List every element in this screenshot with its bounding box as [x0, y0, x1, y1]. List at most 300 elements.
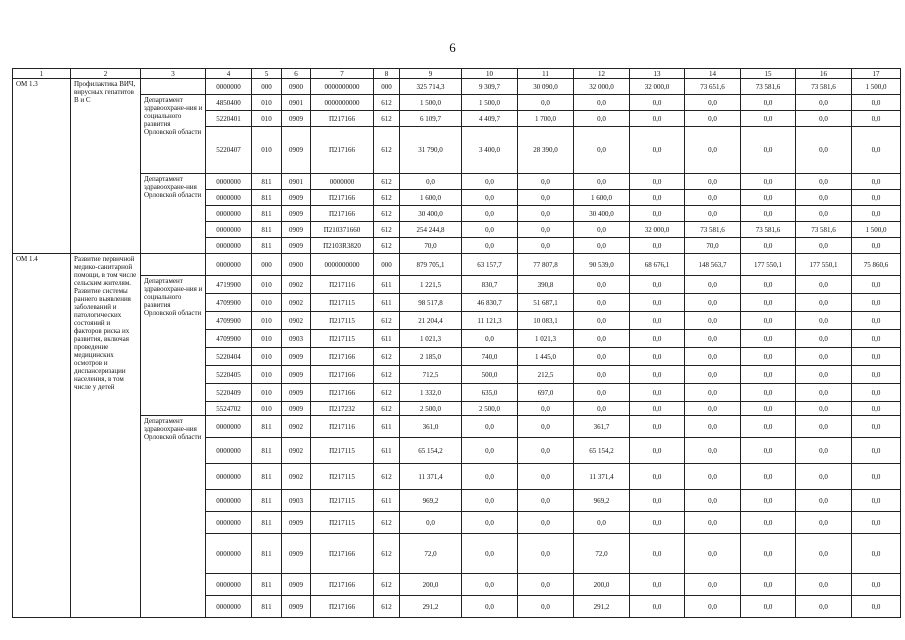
data-cell: 0,0: [741, 438, 796, 464]
data-cell: 0,0: [574, 127, 630, 174]
data-cell: 2 500,0: [400, 402, 462, 416]
column-number: 8: [374, 69, 400, 79]
data-cell: 0,0: [741, 416, 796, 438]
data-cell: 010: [252, 330, 282, 348]
data-cell: 0,0: [574, 312, 630, 330]
data-cell: 0,0: [796, 348, 852, 366]
data-cell: 0000000: [206, 190, 252, 206]
column-number: 14: [685, 69, 741, 79]
data-cell: 0,0: [852, 438, 901, 464]
data-cell: 0,0: [852, 111, 901, 127]
data-cell: П217115: [311, 330, 374, 348]
data-cell: 0,0: [852, 190, 901, 206]
data-cell: 0,0: [796, 174, 852, 190]
data-cell: 611: [374, 294, 400, 312]
data-cell: 0,0: [852, 464, 901, 490]
data-cell: 0,0: [574, 222, 630, 238]
data-cell: 0,0: [796, 190, 852, 206]
data-cell: 0,0: [518, 464, 574, 490]
data-cell: 0,0: [630, 238, 685, 254]
data-cell: 0000000: [206, 464, 252, 490]
data-cell: 0,0: [685, 294, 741, 312]
data-cell: 0,0: [741, 95, 796, 111]
data-cell: 830,7: [462, 276, 518, 294]
data-cell: 30 400,0: [574, 206, 630, 222]
data-cell: 0,0: [685, 596, 741, 618]
data-cell: 0,0: [685, 127, 741, 174]
data-cell: 0902: [282, 464, 311, 490]
data-cell: 712,5: [400, 366, 462, 384]
data-cell: 0,0: [630, 276, 685, 294]
data-cell: 0000000000: [311, 79, 374, 95]
event-name: Развитие первичной медико-санитарной помощи, в том числе сельским жителям. Развитие системы раннего выявления заболеваний и патологических состояний и факторов риска их развития, включая проведение медицинских осмотров и диспансеризации населения, в том числе у детей: [71, 254, 141, 618]
data-cell: 11 371,4: [400, 464, 462, 490]
column-number: 10: [462, 69, 518, 79]
data-cell: 0,0: [630, 95, 685, 111]
data-cell: 0,0: [462, 330, 518, 348]
data-cell: 010: [252, 95, 282, 111]
data-cell: 811: [252, 238, 282, 254]
data-cell: 0,0: [518, 238, 574, 254]
data-cell: П217115: [311, 512, 374, 534]
data-cell: 740,0: [462, 348, 518, 366]
data-cell: 291,2: [400, 596, 462, 618]
data-cell: 0,0: [462, 574, 518, 596]
data-cell: 0,0: [574, 366, 630, 384]
data-cell: 0,0: [741, 294, 796, 312]
data-cell: 0,0: [685, 190, 741, 206]
table-row: [13, 254, 901, 276]
data-cell: 0,0: [630, 402, 685, 416]
data-cell: 612: [374, 574, 400, 596]
data-cell: 0,0: [630, 174, 685, 190]
data-cell: 5220401: [206, 111, 252, 127]
data-cell: 0,0: [518, 416, 574, 438]
data-cell: 0,0: [518, 402, 574, 416]
column-number: 11: [518, 69, 574, 79]
data-cell: 0,0: [574, 512, 630, 534]
data-cell: 0,0: [796, 111, 852, 127]
data-cell: 0,0: [685, 512, 741, 534]
data-cell: 0,0: [518, 490, 574, 512]
data-cell: 0902: [282, 312, 311, 330]
data-cell: 70,0: [400, 238, 462, 254]
data-cell: 30 400,0: [400, 206, 462, 222]
data-cell: П217116: [311, 276, 374, 294]
data-cell: 0,0: [796, 206, 852, 222]
data-cell: П217166: [311, 190, 374, 206]
data-cell: 0,0: [462, 438, 518, 464]
data-cell: 0,0: [796, 95, 852, 111]
data-cell: 010: [252, 127, 282, 174]
data-cell: 811: [252, 174, 282, 190]
data-cell: 0909: [282, 111, 311, 127]
data-cell: 0,0: [741, 174, 796, 190]
data-cell: 0,0: [685, 490, 741, 512]
data-cell: 0,0: [741, 512, 796, 534]
data-cell: 72,0: [400, 534, 462, 574]
data-cell: 200,0: [574, 574, 630, 596]
data-cell: 73 581,6: [685, 222, 741, 238]
data-cell: 0,0: [741, 534, 796, 574]
column-number: 12: [574, 69, 630, 79]
data-cell: 811: [252, 222, 282, 238]
data-cell: 73 581,6: [796, 79, 852, 95]
data-cell: 0901: [282, 174, 311, 190]
data-cell: 0,0: [852, 95, 901, 111]
data-cell: 63 157,7: [462, 254, 518, 276]
data-cell: 0909: [282, 402, 311, 416]
data-cell: 969,2: [574, 490, 630, 512]
data-cell: 0,0: [852, 574, 901, 596]
data-cell: 0902: [282, 276, 311, 294]
data-cell: 612: [374, 512, 400, 534]
data-cell: 612: [374, 111, 400, 127]
data-cell: П217166: [311, 111, 374, 127]
data-cell: 21 204,4: [400, 312, 462, 330]
data-cell: 0000000: [206, 79, 252, 95]
data-cell: 0000000000: [311, 254, 374, 276]
data-cell: 000: [252, 79, 282, 95]
data-cell: 0,0: [741, 238, 796, 254]
data-cell: 611: [374, 438, 400, 464]
data-cell: 0,0: [630, 596, 685, 618]
data-cell: 1 221,5: [400, 276, 462, 294]
column-number: 5: [252, 69, 282, 79]
data-cell: 010: [252, 294, 282, 312]
data-cell: П2103R3820: [311, 238, 374, 254]
data-cell: 0,0: [630, 574, 685, 596]
department-cell: Департамент здравоохране-ния Орловской области: [141, 416, 206, 618]
data-cell: 32 000,0: [630, 79, 685, 95]
data-cell: 1 600,0: [400, 190, 462, 206]
data-cell: 0909: [282, 222, 311, 238]
data-cell: 254 244,8: [400, 222, 462, 238]
data-cell: 0,0: [630, 366, 685, 384]
data-cell: 0000000: [206, 174, 252, 190]
data-cell: 0,0: [796, 294, 852, 312]
data-cell: 1 445,0: [518, 348, 574, 366]
data-cell: 390,8: [518, 276, 574, 294]
data-cell: 0,0: [518, 174, 574, 190]
data-cell: 11 121,3: [462, 312, 518, 330]
data-cell: 98 517,8: [400, 294, 462, 312]
data-cell: 0,0: [518, 206, 574, 222]
data-cell: 0,0: [518, 438, 574, 464]
data-cell: 0,0: [685, 574, 741, 596]
column-number: 9: [400, 69, 462, 79]
data-cell: 0902: [282, 416, 311, 438]
data-cell: П217166: [311, 127, 374, 174]
data-cell: 612: [374, 238, 400, 254]
data-cell: 1 500,0: [462, 95, 518, 111]
data-cell: 0,0: [685, 464, 741, 490]
data-cell: 28 390,0: [518, 127, 574, 174]
data-cell: П217232: [311, 402, 374, 416]
data-cell: 0000000: [206, 222, 252, 238]
data-cell: 0,0: [518, 574, 574, 596]
data-cell: 612: [374, 206, 400, 222]
data-cell: 811: [252, 490, 282, 512]
data-cell: 0,0: [574, 95, 630, 111]
column-number: 13: [630, 69, 685, 79]
data-cell: 0,0: [796, 534, 852, 574]
data-cell: 0,0: [852, 512, 901, 534]
data-cell: 1 021,3: [518, 330, 574, 348]
data-cell: 0,0: [462, 416, 518, 438]
data-cell: 1 332,0: [400, 384, 462, 402]
data-cell: 811: [252, 534, 282, 574]
data-cell: 0000000: [206, 596, 252, 618]
data-cell: 0900: [282, 79, 311, 95]
data-cell: П217166: [311, 206, 374, 222]
data-cell: 0,0: [852, 294, 901, 312]
data-cell: 811: [252, 512, 282, 534]
page-number: 6: [449, 40, 456, 55]
data-cell: 0,0: [685, 534, 741, 574]
data-cell: 0,0: [518, 95, 574, 111]
data-cell: 0,0: [741, 490, 796, 512]
data-cell: 612: [374, 384, 400, 402]
data-cell: 0909: [282, 238, 311, 254]
data-cell: 0909: [282, 596, 311, 618]
data-cell: 0,0: [630, 416, 685, 438]
data-cell: 0000000: [311, 174, 374, 190]
data-cell: 0,0: [852, 366, 901, 384]
data-cell: 010: [252, 111, 282, 127]
data-cell: 11 371,4: [574, 464, 630, 490]
data-cell: 177 550,1: [796, 254, 852, 276]
data-cell: 0,0: [685, 348, 741, 366]
data-cell: 46 830,7: [462, 294, 518, 312]
data-cell: 361,0: [400, 416, 462, 438]
data-cell: 1 021,3: [400, 330, 462, 348]
data-cell: 612: [374, 348, 400, 366]
data-cell: П217115: [311, 490, 374, 512]
data-cell: П217115: [311, 312, 374, 330]
column-number: 6: [282, 69, 311, 79]
table-body: [13, 69, 901, 618]
data-cell: 0,0: [852, 206, 901, 222]
column-number: 7: [311, 69, 374, 79]
data-cell: 612: [374, 222, 400, 238]
data-cell: 010: [252, 312, 282, 330]
data-cell: 31 790,0: [400, 127, 462, 174]
data-cell: 200,0: [400, 574, 462, 596]
data-cell: 0,0: [685, 438, 741, 464]
data-cell: 0,0: [462, 512, 518, 534]
data-cell: 0,0: [852, 534, 901, 574]
data-cell: 325 714,3: [400, 79, 462, 95]
data-cell: 0000000: [206, 574, 252, 596]
data-cell: 0,0: [630, 330, 685, 348]
data-cell: 0909: [282, 574, 311, 596]
data-cell: 1 500,0: [400, 95, 462, 111]
data-cell: 0,0: [685, 330, 741, 348]
data-cell: 000: [374, 254, 400, 276]
data-cell: 5220405: [206, 366, 252, 384]
data-cell: 0,0: [630, 464, 685, 490]
data-cell: 0,0: [796, 464, 852, 490]
data-cell: 0000000000: [311, 95, 374, 111]
data-cell: 0,0: [685, 95, 741, 111]
data-cell: 70,0: [685, 238, 741, 254]
data-cell: 0000000: [206, 254, 252, 276]
data-cell: 30 090,0: [518, 79, 574, 95]
data-cell: 0,0: [630, 294, 685, 312]
data-cell: 0,0: [574, 111, 630, 127]
data-cell: 811: [252, 416, 282, 438]
department-cell: Департамент здравоохране-ния и социального развития Орловской области: [141, 276, 206, 416]
data-cell: 0,0: [574, 294, 630, 312]
data-cell: 0,0: [462, 464, 518, 490]
data-cell: 0,0: [630, 312, 685, 330]
data-cell: 0,0: [574, 384, 630, 402]
data-cell: 0903: [282, 330, 311, 348]
data-cell: 65 154,2: [574, 438, 630, 464]
data-cell: 611: [374, 416, 400, 438]
event-name: Профилактика ВИЧ, вирусных гепатитов В и С: [71, 79, 141, 254]
data-cell: 0,0: [741, 366, 796, 384]
data-cell: 0903: [282, 490, 311, 512]
data-cell: 0,0: [630, 438, 685, 464]
data-cell: 612: [374, 366, 400, 384]
data-cell: 0,0: [574, 348, 630, 366]
data-cell: 0,0: [796, 238, 852, 254]
data-cell: 0,0: [462, 174, 518, 190]
data-cell: 0,0: [852, 416, 901, 438]
data-cell: 0,0: [630, 111, 685, 127]
data-cell: 811: [252, 574, 282, 596]
data-cell: 0,0: [574, 238, 630, 254]
data-cell: 697,0: [518, 384, 574, 402]
data-cell: 0,0: [741, 190, 796, 206]
data-cell: 0,0: [741, 402, 796, 416]
data-cell: 0,0: [796, 574, 852, 596]
data-cell: 4709900: [206, 294, 252, 312]
data-cell: 1 500,0: [852, 222, 901, 238]
data-cell: 9 309,7: [462, 79, 518, 95]
data-cell: 0,0: [630, 384, 685, 402]
data-cell: 90 539,0: [574, 254, 630, 276]
data-cell: 0,0: [741, 596, 796, 618]
data-cell: 10 083,1: [518, 312, 574, 330]
data-cell: 4 409,7: [462, 111, 518, 127]
data-cell: 0000000: [206, 438, 252, 464]
data-cell: 0,0: [852, 312, 901, 330]
header-row: [13, 69, 901, 79]
data-cell: 0,0: [685, 312, 741, 330]
data-cell: 0902: [282, 294, 311, 312]
data-cell: 0,0: [852, 596, 901, 618]
data-cell: 3 400,0: [462, 127, 518, 174]
data-cell: 612: [374, 95, 400, 111]
data-cell: 0909: [282, 127, 311, 174]
data-cell: П217166: [311, 596, 374, 618]
data-cell: 73 581,6: [741, 222, 796, 238]
data-cell: 0909: [282, 206, 311, 222]
data-cell: 0,0: [462, 222, 518, 238]
data-cell: 000: [252, 254, 282, 276]
data-cell: 0000000: [206, 416, 252, 438]
data-cell: 0,0: [630, 190, 685, 206]
data-cell: 0000000: [206, 206, 252, 222]
data-cell: 010: [252, 402, 282, 416]
data-cell: 969,2: [400, 490, 462, 512]
data-cell: 177 550,1: [741, 254, 796, 276]
data-cell: 0,0: [630, 490, 685, 512]
data-cell: 0,0: [741, 464, 796, 490]
data-cell: 612: [374, 534, 400, 574]
data-cell: 0909: [282, 348, 311, 366]
data-cell: 0,0: [685, 384, 741, 402]
data-cell: П217115: [311, 438, 374, 464]
column-number: 15: [741, 69, 796, 79]
data-cell: 0909: [282, 366, 311, 384]
data-cell: 0,0: [462, 490, 518, 512]
data-cell: 0,0: [852, 174, 901, 190]
data-cell: П217115: [311, 294, 374, 312]
data-cell: 4709900: [206, 330, 252, 348]
data-cell: 0,0: [796, 512, 852, 534]
data-cell: 0,0: [796, 312, 852, 330]
budget-table: [12, 68, 901, 618]
data-cell: 0,0: [630, 348, 685, 366]
data-cell: 612: [374, 190, 400, 206]
data-cell: 0,0: [852, 276, 901, 294]
data-cell: П217166: [311, 384, 374, 402]
data-cell: 010: [252, 348, 282, 366]
data-cell: П217116: [311, 416, 374, 438]
data-cell: 612: [374, 312, 400, 330]
data-cell: 4719900: [206, 276, 252, 294]
column-number: 17: [852, 69, 901, 79]
data-cell: 0000000: [206, 512, 252, 534]
data-cell: 0,0: [685, 276, 741, 294]
data-cell: 0,0: [852, 238, 901, 254]
data-cell: 0,0: [741, 312, 796, 330]
column-number: 1: [13, 69, 71, 79]
data-cell: 0,0: [630, 534, 685, 574]
data-cell: 0,0: [685, 402, 741, 416]
data-cell: 32 000,0: [630, 222, 685, 238]
data-cell: 611: [374, 330, 400, 348]
data-cell: 0,0: [741, 574, 796, 596]
data-cell: 612: [374, 402, 400, 416]
data-cell: 0,0: [741, 348, 796, 366]
data-cell: 0,0: [630, 127, 685, 174]
data-cell: 5524702: [206, 402, 252, 416]
data-cell: 0,0: [685, 366, 741, 384]
data-cell: 4709900: [206, 312, 252, 330]
data-cell: 811: [252, 596, 282, 618]
data-cell: 500,0: [462, 366, 518, 384]
data-cell: 612: [374, 127, 400, 174]
data-cell: 65 154,2: [400, 438, 462, 464]
data-cell: П217166: [311, 366, 374, 384]
data-cell: 0,0: [462, 596, 518, 618]
data-cell: 612: [374, 464, 400, 490]
table-row: [13, 95, 901, 111]
table-row: [13, 276, 901, 294]
data-cell: 0,0: [574, 330, 630, 348]
data-cell: 0,0: [462, 534, 518, 574]
data-cell: 72,0: [574, 534, 630, 574]
data-cell: 68 676,1: [630, 254, 685, 276]
data-cell: 0909: [282, 384, 311, 402]
data-cell: 0,0: [741, 276, 796, 294]
data-cell: 0,0: [796, 490, 852, 512]
